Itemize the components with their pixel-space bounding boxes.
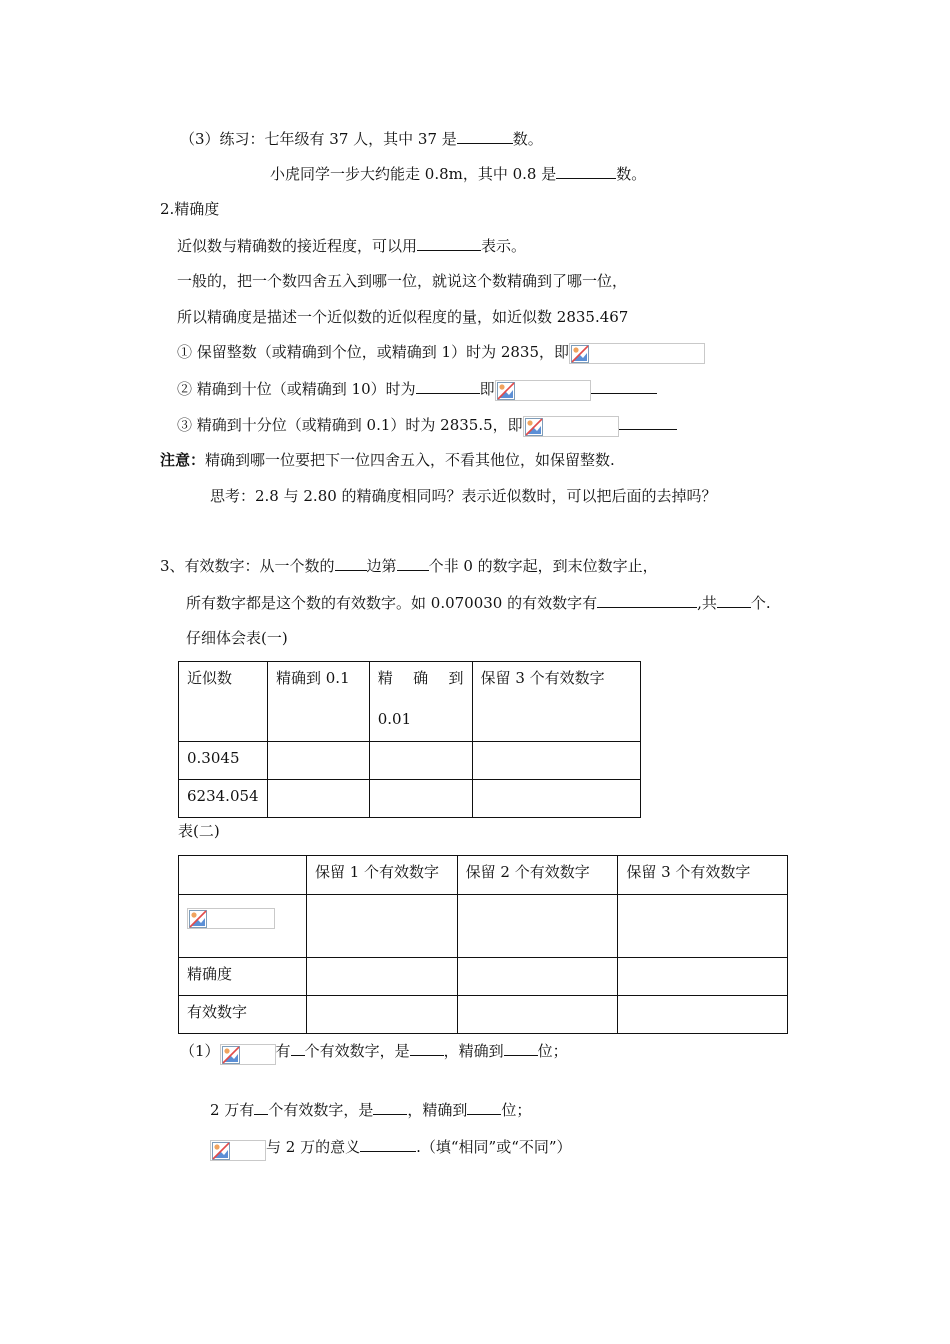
table-header-cell: 近似数 [179,662,268,742]
table-row [179,780,641,818]
answer-blank[interactable] [556,163,616,179]
accuracy-item-2: ② 精确到十位（或精确到 10）时为 即 [177,378,657,401]
table1-caption: 仔细体会表(一) [186,629,288,647]
answer-blank[interactable] [597,592,697,608]
table-cell: 精确度 [179,958,307,996]
table-header-cell: 精 确 到 0.01 [369,662,472,742]
table-header-cell: 保留 3 个有效数字 [618,856,788,895]
sigfig-line-2: 所有数字都是这个数的有效数字。如 0.070030 的有效数字有 ,共 个. [186,594,771,612]
exercise-1: （1） 有 个有效数字，是 ，精确到 位； [180,1040,568,1065]
table-row [179,895,788,958]
table-cell[interactable] [306,895,457,958]
answer-blank[interactable] [619,414,677,430]
table-cell: 0.3045 [179,742,268,780]
broken-image-icon [495,380,591,401]
answer-blank[interactable] [417,235,481,251]
accuracy-paragraph-3: 所以精确度是描述一个近似数的近似程度的量，如近似数 2835.467 [177,308,629,326]
broken-image-icon [187,908,275,929]
answer-blank[interactable] [504,1040,538,1056]
broken-image-icon [210,1140,266,1161]
table-row [179,958,788,996]
accuracy-paragraph-1: 近似数与精确数的接近程度，可以用 表示。 [177,237,527,255]
answer-blank[interactable] [335,555,367,571]
table-header-cell [179,856,307,895]
broken-image-icon [220,1044,276,1065]
table-cell[interactable] [369,780,472,818]
answer-blank[interactable] [360,1136,416,1152]
broken-image-icon [523,416,619,437]
answer-blank[interactable] [397,555,429,571]
table-cell[interactable] [369,742,472,780]
table-header-row [179,662,641,742]
broken-image-icon [569,343,705,364]
sigfig-heading: 3、有效数字：从一个数的 边第 个非 0 的数字起，到末位数字止， [160,557,658,575]
table-row [179,996,788,1034]
answer-blank[interactable] [410,1040,444,1056]
table-cell: 6234.054 [179,780,268,818]
answer-blank[interactable] [416,378,480,394]
table-cell[interactable] [618,895,788,958]
table2-caption: 表(二) [178,822,220,840]
table-1 [178,661,641,818]
table-header-cell: 保留 3 个有效数字 [472,662,640,742]
table-2 [178,855,788,1034]
table-cell[interactable] [618,958,788,996]
table-cell [179,895,307,958]
practice-line-2: 小虎同学一步大约能走 0.8m，其中 0.8 是 数。 [270,165,647,183]
table-cell[interactable] [472,780,640,818]
table-cell[interactable] [457,958,618,996]
table-cell[interactable] [267,780,369,818]
answer-blank[interactable] [717,592,751,608]
answer-blank[interactable] [591,378,657,394]
answer-blank[interactable] [467,1099,501,1115]
accuracy-paragraph-2: 一般的，把一个数四舍五入到哪一位，就说这个数精确到了哪一位， [177,272,628,290]
table-cell[interactable] [267,742,369,780]
think-question: 思考：2.8 与 2.80 的精确度相同吗？表示近似数时，可以把后面的去掉吗？ [210,487,717,505]
table-cell[interactable] [618,996,788,1034]
exercise-2: 2 万有 个有效数字，是 ，精确到 位； [210,1101,532,1119]
table-cell[interactable] [457,895,618,958]
table-cell[interactable] [472,742,640,780]
note: 注意：精确到哪一位要把下一位四舍五入，不看其他位，如保留整数. [160,451,615,469]
answer-blank[interactable] [254,1099,268,1115]
exercise-3: 与 2 万的意义 .（填“相同”或“不同”） [210,1136,572,1161]
answer-blank[interactable] [373,1099,407,1115]
section-heading: 2.精确度 [160,200,220,218]
table-cell: 有效数字 [179,996,307,1034]
accuracy-item-1: ① 保留整数（或精确到个位，或精确到 1）时为 2835，即 [177,342,705,364]
table-header-cell: 精确到 0.1 [267,662,369,742]
table-row [179,742,641,780]
table-header-cell: 保留 1 个有效数字 [306,856,457,895]
answer-blank[interactable] [291,1040,305,1056]
answer-blank[interactable] [457,128,513,144]
table-header-row [179,856,788,895]
practice-line-1: （3）练习：七年级有 37 人，其中 37 是 数。 [180,130,543,148]
table-header-cell: 保留 2 个有效数字 [457,856,618,895]
table-cell[interactable] [457,996,618,1034]
table-cell[interactable] [306,958,457,996]
table-cell[interactable] [306,996,457,1034]
accuracy-item-3: ③ 精确到十分位（或精确到 0.1）时为 2835.5，即 [177,414,677,437]
